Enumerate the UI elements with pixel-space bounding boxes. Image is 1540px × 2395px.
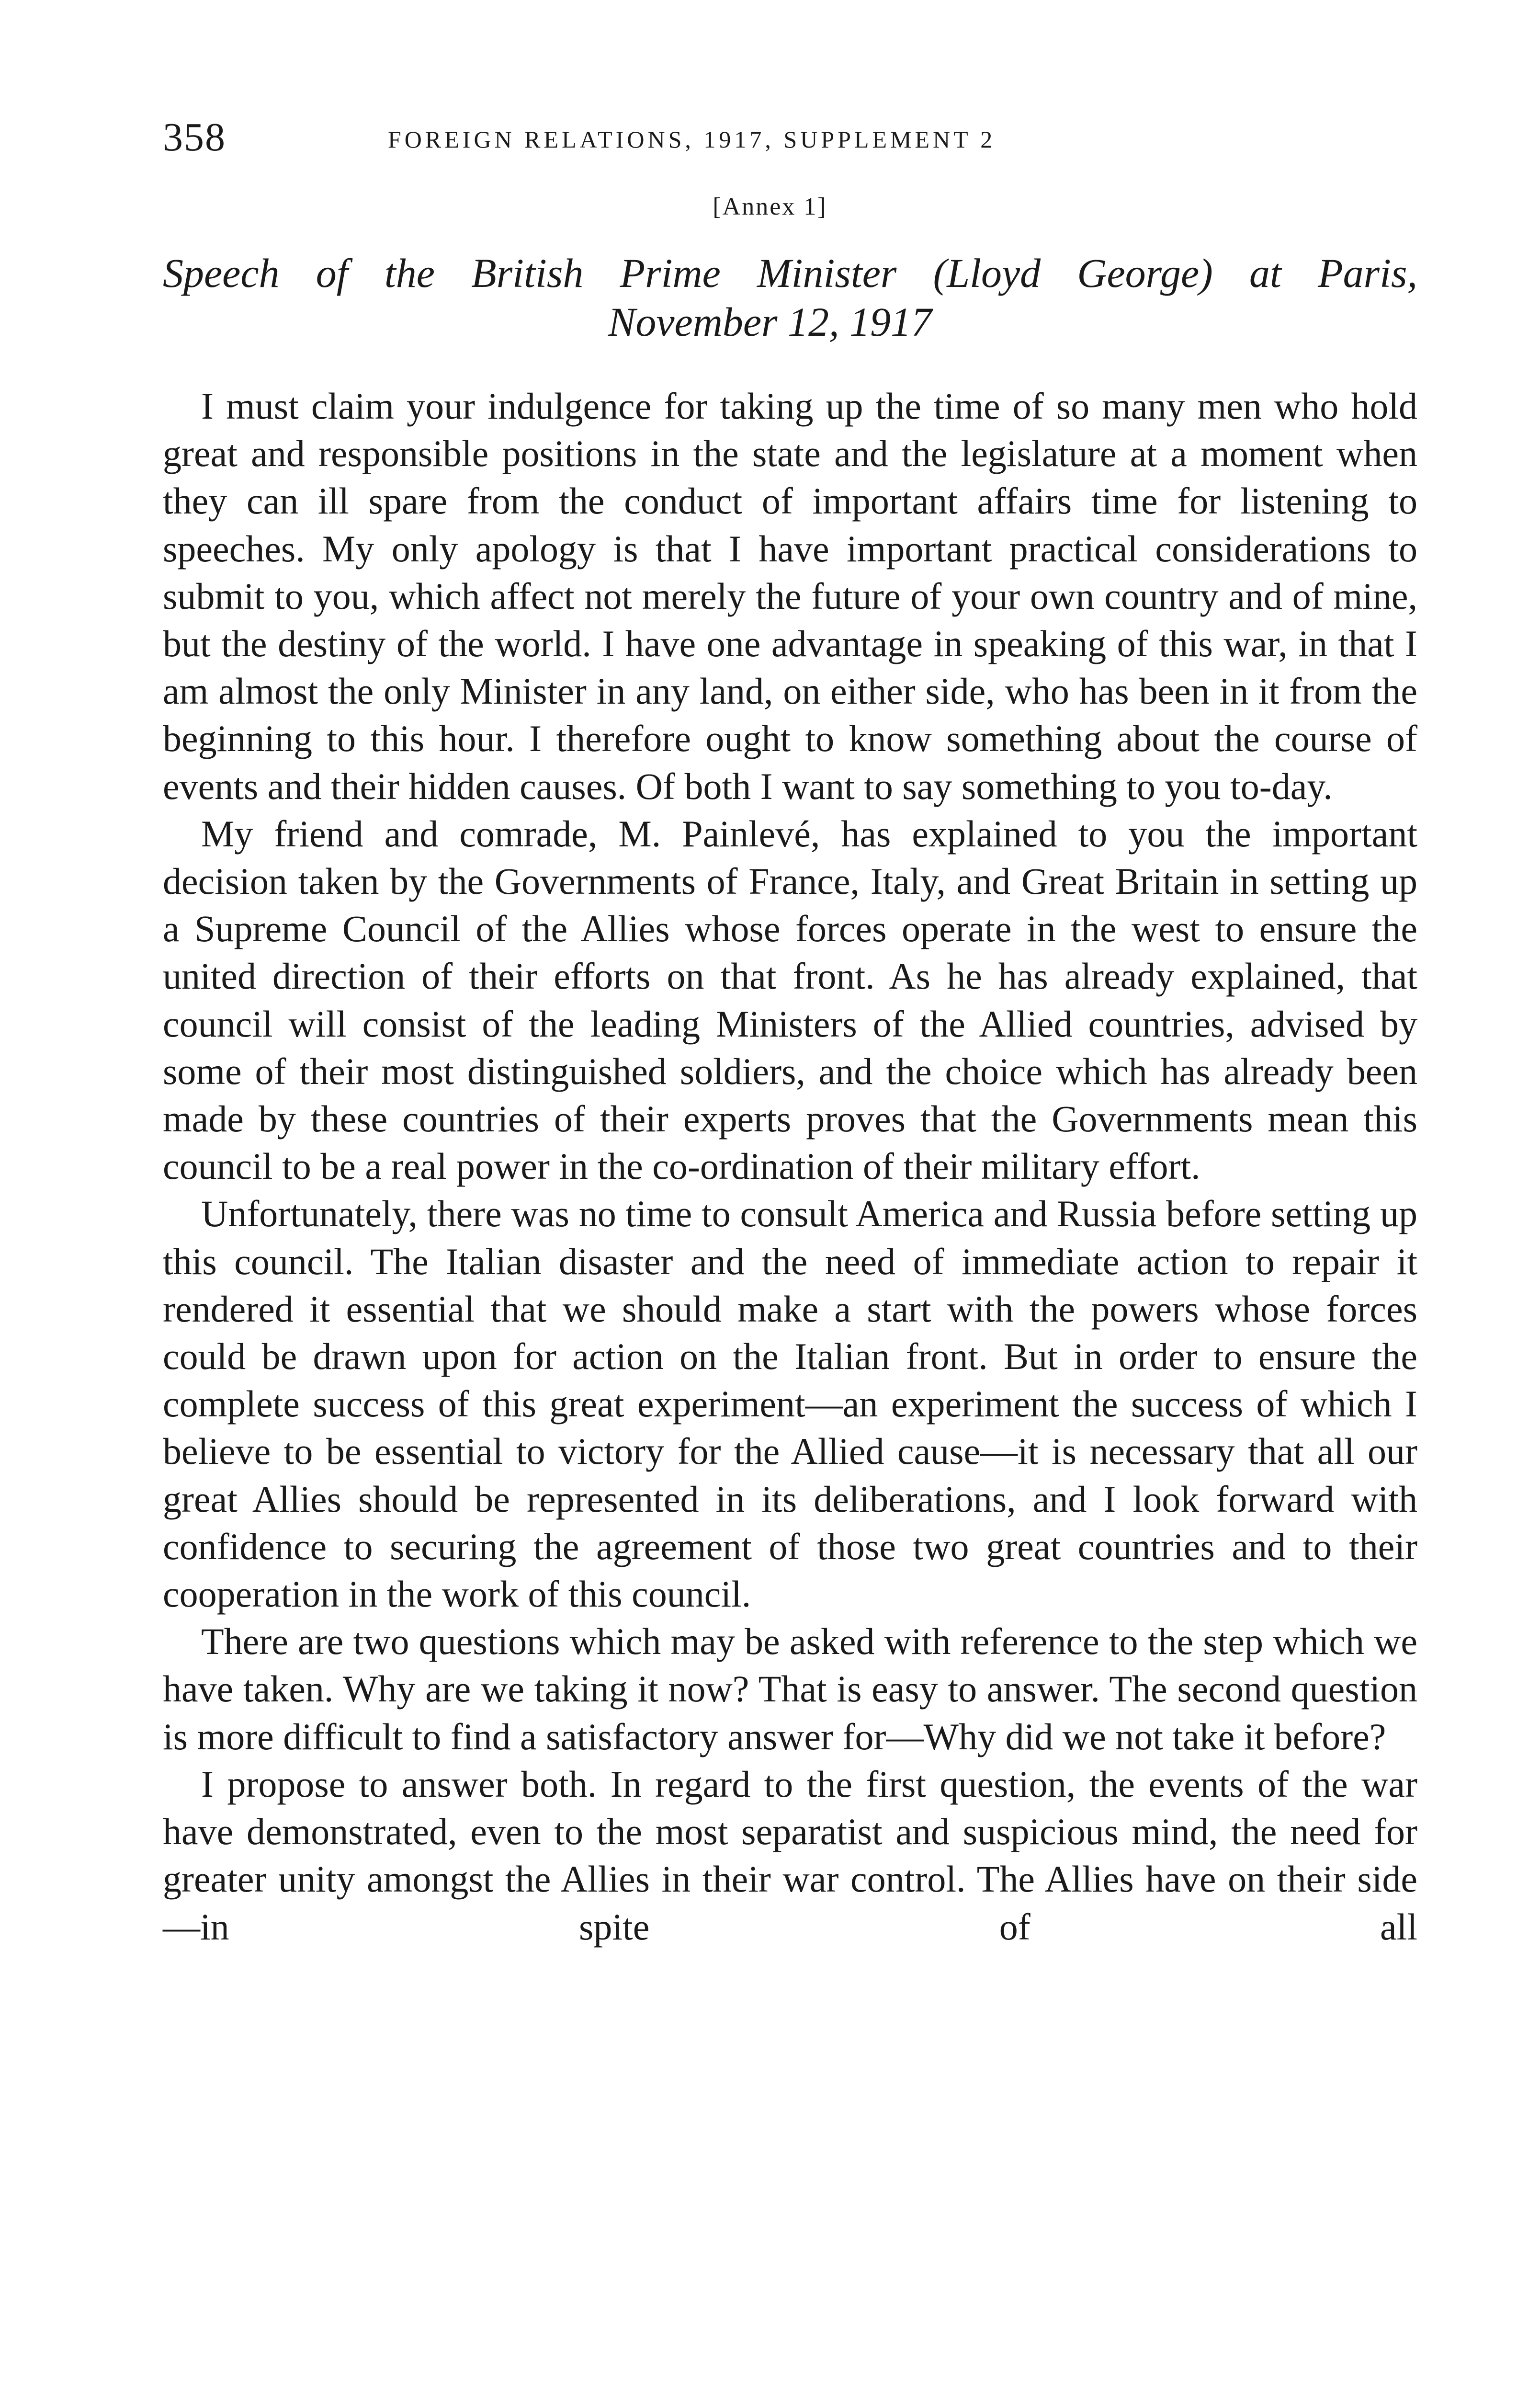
paragraph: Unfortunately, there was no time to consult America and Russia before setting up this council. The Italian disaster and the need of immediate action to repair it rendered it essential that we should make a start with the powers whose forces could be drawn upon for action on the Italian front. But in order to ensure the complete success of this great experiment—an experiment the success of which I believe to be essential to victory for the Allied cause—it is necessary that all our great Allies should be represented in its deliberations, and I look forward with confidence to securing the agreement of those two great countries and to their cooperation in the work of this council. (163, 1193, 1417, 1615)
paragraph: I propose to answer both. In regard to the first question, the events of the war have demonstrated, even to the most separatist and suspicious mind, the need for greater unity amongst the Allies in their war control. The Allies have on their side—in spite of all (163, 1763, 1417, 1948)
paragraph: There are two questions which may be asked with reference to the step which we have taken. Why are we taking it now? That is easy to answer. The second question is more difficult to find a satisfactory answer for—Why did we not take it before? (163, 1620, 1417, 1757)
page-number: 358 (163, 115, 226, 160)
paragraph: I must claim your indulgence for taking up the time of so many men who hold great and responsible positions in the state and the legislature at a moment when they can ill spare from the conduct of important affairs time for listening to speeches. My only apology is that I have important practical considerations to submit to you, which affect not merely the future of your own country and of mine, but the destiny of the world. I have one advantage in speaking of this war, in that I am almost the only Minister in any land, on either side, who has been in it from the beginning to this hour. I therefore ought to know something about the course of events and their hidden causes. Of both I want to say something to you to-day. (163, 385, 1417, 807)
running-title: FOREIGN RELATIONS, 1917, SUPPLEMENT 2 (388, 126, 996, 153)
running-header (163, 111, 1417, 164)
annex-label: [Annex 1] (713, 193, 827, 220)
paragraph: My friend and comrade, M. Painlevé, has explained to you the important decision taken by the Governments of France, Italy, and Great Britain in setting up a Supreme Council of the Allies whose forces operate in the west to ensure the united direction of their efforts on that front. As he has already explained, that council will consist of the leading Ministers of the Allied countries, advised by some of their most distinguished soldiers, and the choice which has already been made by these countries of their experts proves that the Governments mean this council to be a real power in the co-ordination of their military effort. (163, 812, 1417, 1187)
speech-date: November 12, 1917 (608, 299, 932, 345)
speech-title: Speech of the British Prime Minister (Lloyd George) at Paris, (163, 250, 1417, 296)
body-text (163, 382, 1417, 1950)
